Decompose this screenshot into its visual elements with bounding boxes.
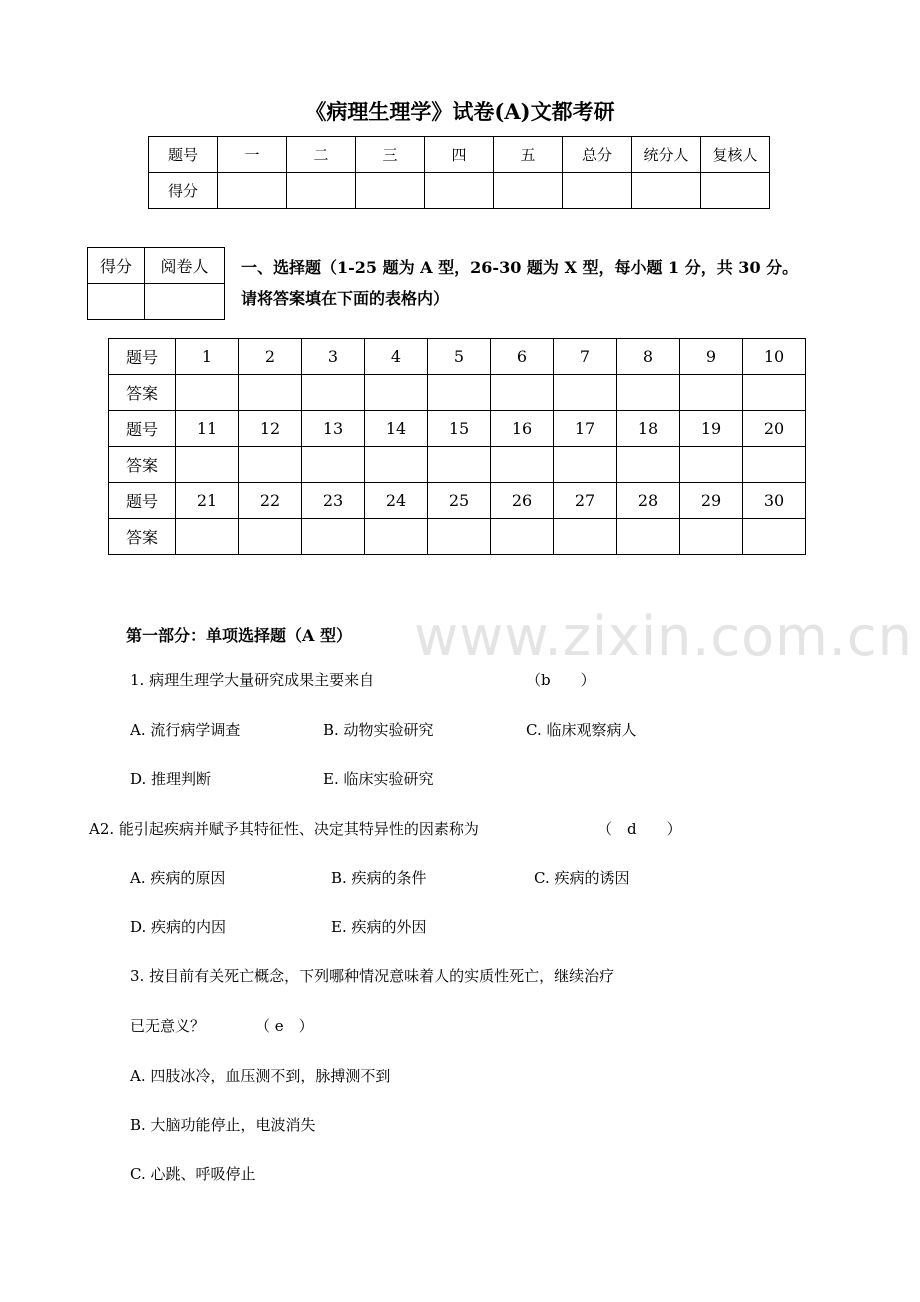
question-1-answer: （b ）	[526, 671, 596, 689]
answer-cell[interactable]	[554, 375, 617, 411]
instructions-line-2: 请将答案填在下面的表格内）	[241, 289, 450, 308]
question-2-stem: A2. 能引起疾病并赋予其特征性、决定其特异性的因素称为	[89, 820, 479, 838]
section-instructions	[241, 252, 841, 314]
score-header-cell: 题号	[149, 137, 218, 173]
question-number: 30	[743, 483, 806, 519]
grader-table	[87, 247, 225, 320]
number-row-label: 题号	[109, 339, 176, 375]
question-number: 29	[680, 483, 743, 519]
question-number: 10	[743, 339, 806, 375]
question-number: 8	[617, 339, 680, 375]
question-number: 14	[365, 411, 428, 447]
answer-cell[interactable]	[554, 519, 617, 555]
answer-cell[interactable]	[680, 375, 743, 411]
question-2-option-a: A. 疾病的原因	[130, 869, 226, 887]
answer-cell[interactable]	[617, 447, 680, 483]
number-row-label: 题号	[109, 411, 176, 447]
answer-cell[interactable]	[743, 447, 806, 483]
question-number: 15	[428, 411, 491, 447]
exam-title: 《病理生理学》试卷(A)文都考研	[305, 99, 615, 124]
answer-cell[interactable]	[239, 375, 302, 411]
answer-cell[interactable]	[491, 519, 554, 555]
answer-cell[interactable]	[365, 375, 428, 411]
question-3-answer: （ e ）	[255, 1017, 314, 1035]
answer-cell[interactable]	[680, 447, 743, 483]
answer-cell[interactable]	[365, 447, 428, 483]
question-1-option-c: C. 临床观察病人	[526, 721, 637, 739]
question-number: 6	[491, 339, 554, 375]
answer-row-label: 答案	[109, 447, 176, 483]
score-header-cell: 三	[356, 137, 425, 173]
answer-cell[interactable]	[428, 447, 491, 483]
score-input-cell[interactable]	[563, 173, 632, 209]
question-number: 22	[239, 483, 302, 519]
question-number: 28	[617, 483, 680, 519]
score-input-cell[interactable]	[218, 173, 287, 209]
grader-name-label: 阅卷人	[145, 248, 225, 284]
answer-cell[interactable]	[617, 519, 680, 555]
score-input-cell[interactable]	[287, 173, 356, 209]
score-input-cell[interactable]	[701, 173, 770, 209]
question-number: 27	[554, 483, 617, 519]
number-row	[109, 339, 806, 375]
question-3-option-b: B. 大脑功能停止，电波消失	[130, 1116, 316, 1134]
answer-cell[interactable]	[491, 375, 554, 411]
answer-cell[interactable]	[617, 375, 680, 411]
answer-cell[interactable]	[239, 519, 302, 555]
score-header-cell: 五	[494, 137, 563, 173]
question-3-option-c: C. 心跳、呼吸停止	[130, 1165, 256, 1183]
question-number: 1	[176, 339, 239, 375]
answer-grid	[108, 338, 806, 555]
answer-cell[interactable]	[176, 447, 239, 483]
question-2-option-b: B. 疾病的条件	[331, 869, 427, 887]
answer-cell[interactable]	[743, 375, 806, 411]
question-number: 21	[176, 483, 239, 519]
question-1-option-b: B. 动物实验研究	[323, 721, 434, 739]
question-number: 18	[617, 411, 680, 447]
answer-row-label: 答案	[109, 519, 176, 555]
question-3-option-a: A. 四肢冰冷，血压测不到，脉搏测不到	[130, 1067, 391, 1085]
answer-cell[interactable]	[239, 447, 302, 483]
score-input-cell[interactable]	[356, 173, 425, 209]
question-2-option-d: D. 疾病的内因	[130, 918, 227, 936]
answer-cell[interactable]	[743, 519, 806, 555]
answer-cell[interactable]	[428, 375, 491, 411]
instructions-line-1: 一、选择题（1-25 题为 A 型，26-30 题为 X 型，每小题 1 分，共 30 分。	[241, 258, 799, 277]
answer-cell[interactable]	[176, 519, 239, 555]
answer-cell[interactable]	[680, 519, 743, 555]
score-header-cell: 一	[218, 137, 287, 173]
question-number: 19	[680, 411, 743, 447]
score-header-row	[149, 137, 770, 173]
question-1-stem: 1. 病理生理学大量研究成果主要来自	[130, 671, 375, 689]
question-number: 3	[302, 339, 365, 375]
number-row	[109, 483, 806, 519]
answer-cell[interactable]	[302, 519, 365, 555]
answer-row	[109, 375, 806, 411]
question-1-option-d: D. 推理判断	[130, 770, 212, 788]
answer-cell[interactable]	[365, 519, 428, 555]
question-number: 12	[239, 411, 302, 447]
section-title: 第一部分：单项选择题（A 型）	[126, 626, 352, 645]
score-header-cell: 统分人	[632, 137, 701, 173]
score-input-cell[interactable]	[425, 173, 494, 209]
question-1-option-e: E. 临床实验研究	[323, 770, 434, 788]
question-number: 4	[365, 339, 428, 375]
grader-score-cell[interactable]	[88, 284, 145, 320]
score-header-cell: 二	[287, 137, 356, 173]
number-row-label: 题号	[109, 483, 176, 519]
grader-score-label: 得分	[88, 248, 145, 284]
question-1-option-a: A. 流行病学调查	[130, 721, 241, 739]
grader-name-cell[interactable]	[145, 284, 225, 320]
question-2-option-e: E. 疾病的外因	[331, 918, 427, 936]
question-number: 13	[302, 411, 365, 447]
score-header-cell: 总分	[563, 137, 632, 173]
question-2-option-c: C. 疾病的诱因	[534, 869, 630, 887]
answer-row	[109, 519, 806, 555]
answer-row-label: 答案	[109, 375, 176, 411]
question-number: 25	[428, 483, 491, 519]
question-number: 9	[680, 339, 743, 375]
question-number: 7	[554, 339, 617, 375]
answer-cell[interactable]	[302, 375, 365, 411]
question-number: 17	[554, 411, 617, 447]
question-number: 26	[491, 483, 554, 519]
number-row	[109, 411, 806, 447]
question-3-stem: 3. 按目前有关死亡概念，下列哪种情况意味着人的实质性死亡，继续治疗	[130, 967, 615, 985]
question-number: 24	[365, 483, 428, 519]
question-number: 23	[302, 483, 365, 519]
question-number: 20	[743, 411, 806, 447]
question-2-answer: （ d ）	[597, 820, 682, 838]
score-table	[148, 136, 770, 209]
question-number: 2	[239, 339, 302, 375]
score-header-cell: 复核人	[701, 137, 770, 173]
answer-row	[109, 447, 806, 483]
question-number: 11	[176, 411, 239, 447]
score-value-row	[149, 173, 770, 209]
score-input-cell[interactable]	[632, 173, 701, 209]
answer-cell[interactable]	[176, 375, 239, 411]
question-number: 5	[428, 339, 491, 375]
answer-cell[interactable]	[491, 447, 554, 483]
answer-cell[interactable]	[428, 519, 491, 555]
question-3-stem-continued: 已无意义？	[130, 1017, 206, 1035]
answer-cell[interactable]	[554, 447, 617, 483]
score-input-cell[interactable]	[494, 173, 563, 209]
watermark: www.zixin.com.cn	[414, 605, 913, 668]
score-header-cell: 四	[425, 137, 494, 173]
score-row-label: 得分	[149, 173, 218, 209]
question-number: 16	[491, 411, 554, 447]
answer-cell[interactable]	[302, 447, 365, 483]
